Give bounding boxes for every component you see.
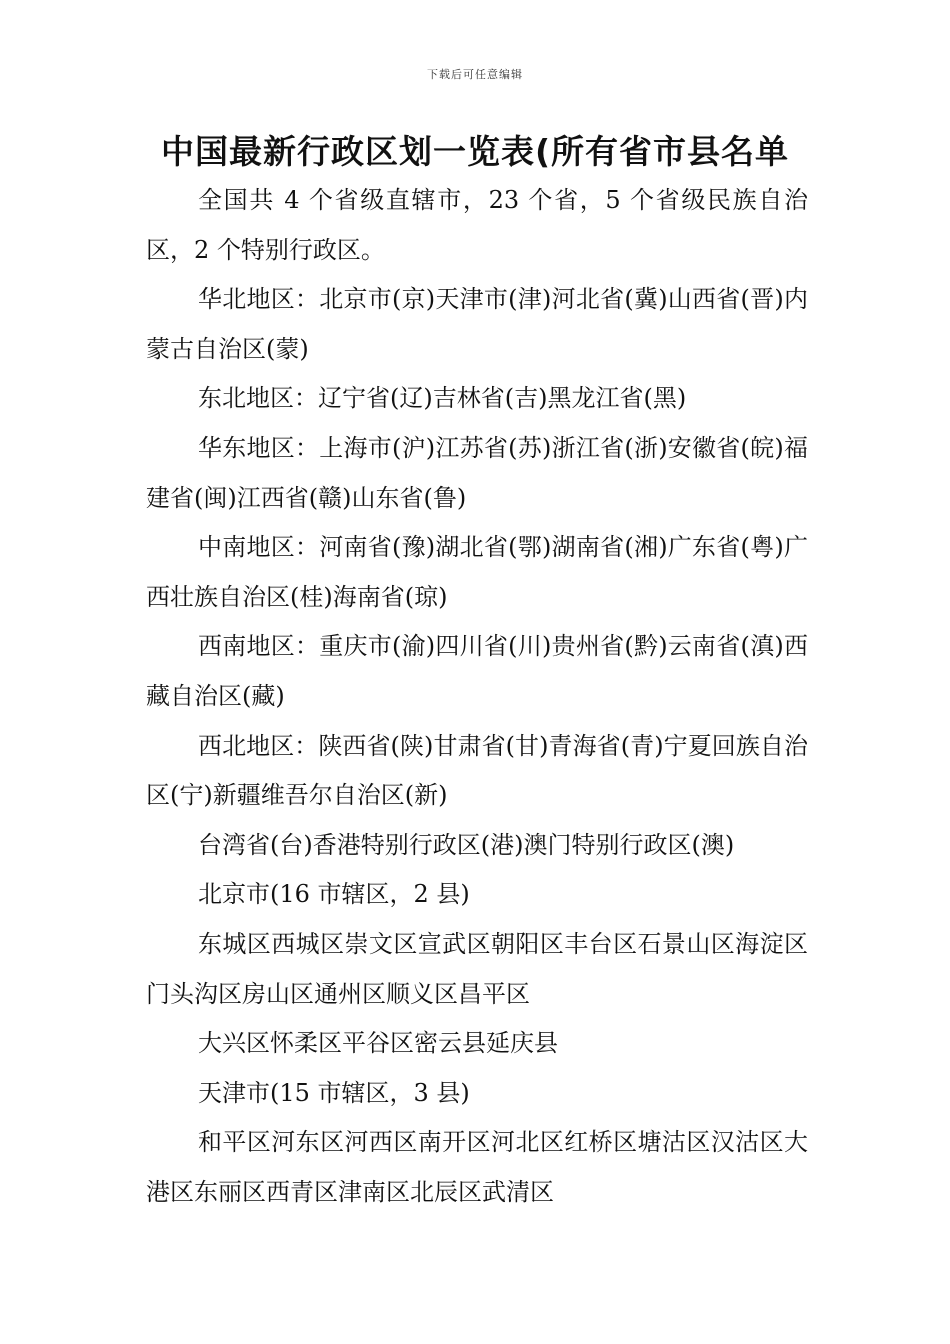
paragraph-tianjin-districts: 和平区河东区河西区南开区河北区红桥区塘沽区汉沽区大港区东丽区西青区津南区北辰区武清区 — [146, 1128, 808, 1206]
paragraph-southwest: 西南地区：重庆市(渝)四川省(川)贵州省(黔)云南省(滇)西藏自治区(藏) — [146, 632, 808, 710]
paragraph-north-china: 华北地区：北京市(京)天津市(津)河北省(冀)山西省(晋)内蒙古自治区(蒙) — [146, 285, 808, 363]
paragraph-overview: 全国共 4 个省级直辖市，23 个省，5 个省级民族自治区，2 个特别行政区。 — [146, 186, 808, 264]
paragraph-beijing-districts: 东城区西城区崇文区宣武区朝阳区丰台区石景山区海淀区门头沟区房山区通州区顺义区昌平区 — [146, 929, 808, 1008]
paragraph-beijing-counties: 大兴区怀柔区平谷区密云县延庆县 — [198, 1029, 558, 1058]
paragraph-special-regions: 台湾省(台)香港特别行政区(港)澳门特别行政区(澳) — [198, 830, 735, 859]
page-header-note: 下载后可任意编辑 — [427, 68, 523, 81]
paragraph-northeast: 东北地区：辽宁省(辽)吉林省(吉)黑龙江省(黑) — [198, 384, 687, 413]
paragraph-northwest: 西北地区：陕西省(陕)甘肃省(甘)青海省(青)宁夏回族自治区(宁)新疆维吾尔自治区(新) — [146, 731, 808, 810]
document-body — [146, 176, 808, 1217]
paragraph-beijing-heading: 北京市(16 市辖区，2 县) — [198, 880, 470, 909]
paragraph-east-china: 华东地区：上海市(沪)江苏省(苏)浙江省(浙)安徽省(皖)福建省(闽)江西省(赣)山东省(鲁) — [146, 433, 808, 512]
paragraph-central-south: 中南地区：河南省(豫)湖北省(鄂)湖南省(湘)广东省(粤)广西壮族自治区(桂)海南省(琼) — [146, 533, 808, 611]
document-title: 中国最新行政区划一览表(所有省市县名单 — [160, 132, 790, 171]
paragraph-tianjin-heading: 天津市(15 市辖区，3 县) — [198, 1078, 470, 1107]
